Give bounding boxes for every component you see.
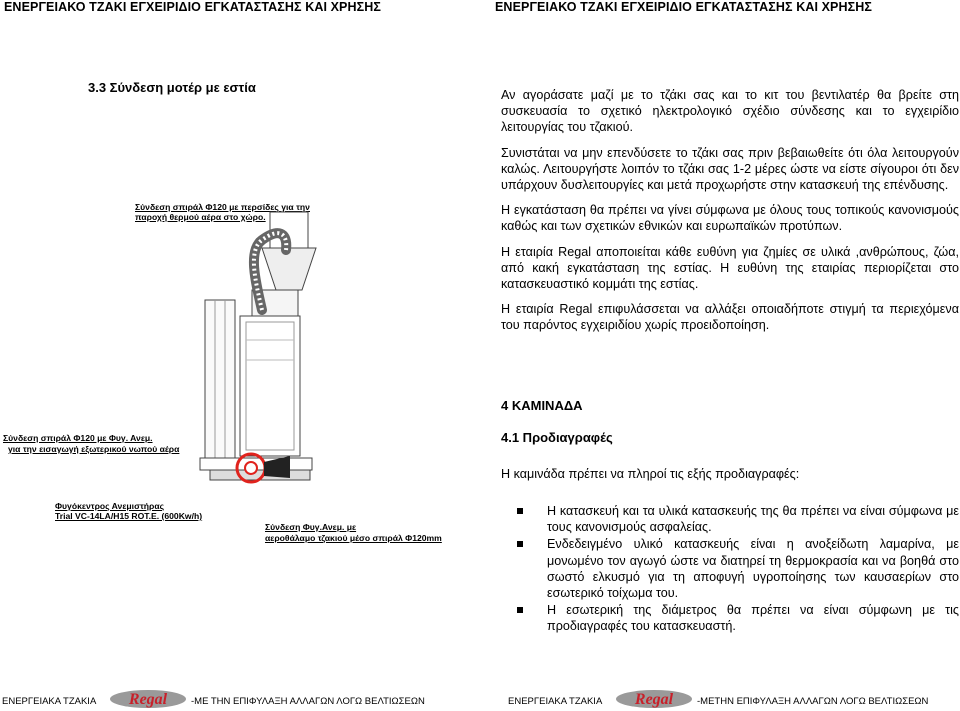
diagram-label-fan-1: Φυγόκεντρος Ανεμιστήρας [55, 501, 165, 511]
diagram-label-bot-2: αεροθάλαμο τζακιού μέσο σπιράλ Φ120mm [265, 533, 442, 543]
fireplace-inner [246, 322, 294, 450]
diagram-label-top-1: Σύνδεση σπιράλ Φ120 με περσίδες για την [135, 202, 310, 212]
paragraph-2: Συνιστάται να μην επενδύσετε το τζάκι σας πριν βεβαιωθείτε ότι όλα λειτουργούν καλώς. Λειτουργήστε λοιπόν το τζάκι σας 1-2 μέρες ώστε να είστε σίγουροι ότι δεν υπάρχουν δυσλειτουργίες και μετά προχωρήστε στην κατασκευή της επένδυσης. [501, 145, 959, 193]
fan-motor [264, 456, 290, 478]
hood-funnel [262, 248, 316, 290]
paragraph-4: Η εταιρία Regal αποποιείται κάθε ευθύνη για ζημίες σε υλικά ,ανθρώπους, ζώα, από κακή εγκατάσταση της εστίας. Η ευθύνη της εταιρίας περιορίζεται στο κατασκευαστικό κομμάτι της εστίας. [501, 244, 959, 292]
page-header-left: ΕΝΕΡΓΕΙΑΚΟ ΤΖΑΚΙ ΕΓΧΕΙΡΙΔΙΟ ΕΓΚΑΤΑΣΤΑΣΗΣ ΚΑΙ ΧΡΗΣΗΣ [4, 0, 381, 14]
diagram-label-mid-1: Σύνδεση σπιράλ Φ120 με Φυγ. Ανεμ. [3, 433, 153, 443]
intro-paragraphs [501, 87, 959, 343]
footer-note-right: -ΜΕΤΗΝ ΕΠΙΦΥΛΑΞΗ ΑΛΛΑΓΩΝ ΛΟΓΩ ΒΕΛΤΙΩΣΕΩΝ [697, 696, 929, 707]
paragraph-5: Η εταιρία Regal επιφυλάσσεται να αλλάξει οποιαδήποτε στιγμή τα περιεχόμενα του παρόντος εγχειριδίου χωρίς προειδοποίηση. [501, 302, 959, 333]
diagram-label-top-2: παροχή θερμού αέρα στο χώρο. [135, 212, 266, 222]
spec-intro: Η καμινάδα πρέπει να πληροί τις εξής προδιαγραφές: [501, 467, 800, 481]
diagram-label-bot-1: Σύνδεση Φυγ.Ανεμ. με [265, 522, 357, 532]
spec-list [517, 503, 959, 636]
chapter-title: 4 ΚΑΜΙΝΑΔΑ [501, 398, 583, 413]
subsection-title: 4.1 Προδιαγραφές [501, 430, 613, 445]
bullet-icon [517, 541, 523, 547]
bullet-icon [517, 508, 523, 514]
fireplace-body [240, 316, 300, 456]
diagram-label-mid-2: για την εισαγωγή εξωτερικού νωπού αέρα [8, 444, 180, 454]
regal-logo-icon [108, 688, 188, 710]
footer-note-left: -ΜΕ ΤΗΝ ΕΠΙΦΥΛΑΞΗ ΑΛΛΑΓΩΝ ΛΟΓΩ ΒΕΛΤΙΩΣΕΩΝ [191, 696, 425, 707]
list-item: Η κατασκευή και τα υλικά κατασκευής της θα πρέπει να είναι σύμφωνα με τους κανονισμούς ασφαλείας. [517, 503, 959, 535]
regal-logo-icon [614, 688, 694, 710]
page-header-right: ΕΝΕΡΓΕΙΑΚΟ ΤΖΑΚΙ ΕΓΧΕΙΡΙΔΙΟ ΕΓΚΑΤΑΣΤΑΣΗΣ ΚΑΙ ΧΡΗΣΗΣ [495, 0, 872, 14]
bullet-icon [517, 607, 523, 613]
side-panel [205, 300, 235, 458]
section-title: 3.3 Σύνδεση μοτέρ με εστία [88, 80, 256, 95]
paragraph-3: Η εγκατάσταση θα πρέπει να γίνει σύμφωνα με όλους τους τοπικούς κανονισμούς καθώς και των σχετικών εθνικών και ευρωπαϊκών προτύπων. [501, 203, 959, 234]
list-item: Η εσωτερική της διάμετρος θα πρέπει να είναι σύμφωνη με τις προδιαγραφές του κατασκευαστή. [517, 602, 959, 634]
svg-text:Regal: Regal [634, 691, 674, 708]
diagram-label-fan-2: Trial VC-14LA/H15 ROT.E. (600Kw/h) [55, 511, 203, 521]
footer-brand-left: ΕΝΕΡΓΕΙΑΚΑ ΤΖΑΚΙΑ [2, 696, 97, 707]
list-item: Ενδεδειγμένο υλικό κατασκευής είναι η ανοξείδωτη λαμαρίνα, με μονωμένο τον αγωγό ώστε να διατηρεί τη θερμοκρασία και να βοηθά στο σωστό ελκυσμό για τη αποφυγή υγροποίησης των καυσαερίων στο εσωτερικό τοίχωμα του. [517, 536, 959, 601]
svg-text:Regal: Regal [128, 691, 168, 708]
footer-brand-right: ΕΝΕΡΓΕΙΑΚΑ ΤΖΑΚΙΑ [508, 696, 603, 707]
fireplace-diagram [0, 0, 500, 560]
paragraph-1: Αν αγοράσατε μαζί με το τζάκι σας και το κιτ του βεντιλατέρ θα βρείτε στη συσκευασία το σχετικό ηλεκτρολογικό σχέδιο σύνδεσης και το εγχειρίδιο λειτουργίας του τζακιού. [501, 88, 959, 135]
